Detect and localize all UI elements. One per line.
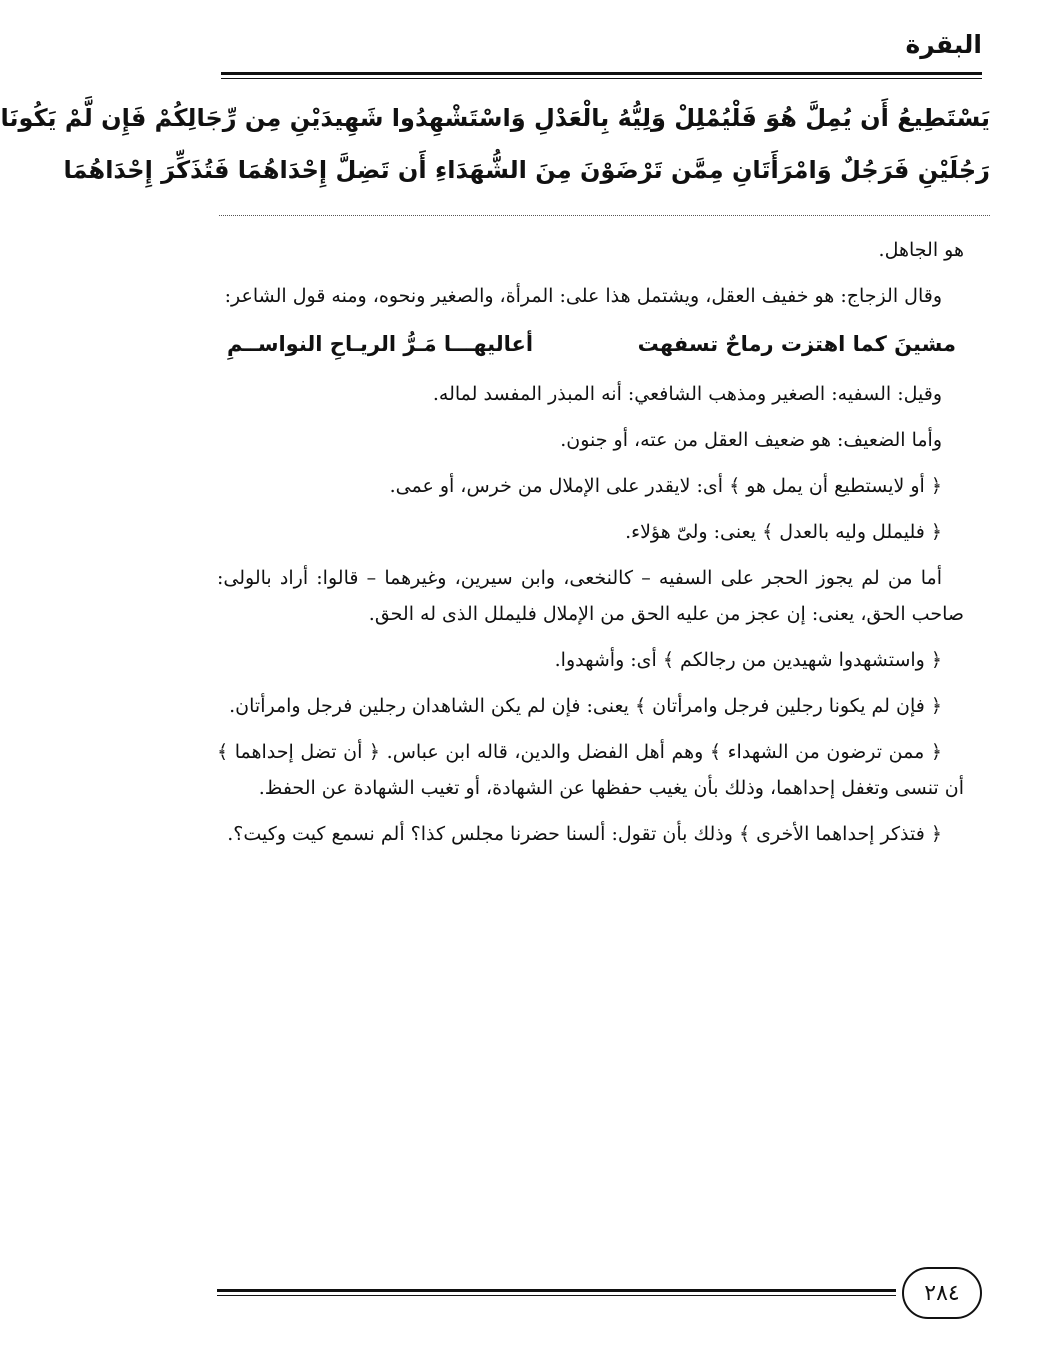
paragraph-11: ﴿ فتذكر إحداهما الأخرى ﴾ وذلك بأن تقول: ألسنا حضرنا مجلس كذا؟ ألم نسمع كيت وكيت؟. <box>227 823 942 845</box>
paragraph-3: وقيل: السفيه: الصغير ومذهب الشافعي: أنه المبذر المفسد لماله. <box>432 383 942 405</box>
commentary-text <box>217 232 964 862</box>
poem-second-hemistich: أعاليهـــا مَـرُّ الريـاحِ النواســمِ <box>227 332 534 356</box>
page-footer <box>217 1262 982 1322</box>
paragraph-9: ﴿ فإن لم يكونا رجلين فرجل وامرأتان ﴾ يعنى: فإن لم يكن الشاهدان رجلين فرجل وامرأتان. <box>229 695 942 717</box>
paragraph-1: هو الجاهل. <box>878 239 964 261</box>
quran-verse-block <box>0 92 990 196</box>
header-rule <box>221 72 982 75</box>
poem-verse <box>217 324 964 364</box>
verse-line-1: يَسْتَطِيعُ أَن يُمِلَّ هُوَ فَلْيُمْلِلْ وَلِيُّهُ بِالْعَدْلِ وَاسْتَشْهِدُوا شَهِيدَيْنِ مِن رِّجَالِكُمْ فَإِن لَّمْ يَكُونَا <box>0 104 990 132</box>
footer-rule <box>217 1289 896 1292</box>
paragraph-6: ﴿ فليملل وليه بالعدل ﴾ يعنى: ولىّ هؤلاء. <box>625 521 942 543</box>
page-number: ٢٨٤ <box>902 1267 982 1319</box>
page-title: البقرة <box>905 30 982 59</box>
paragraph-2: وقال الزجاج: هو خفيف العقل، ويشتمل هذا على: المرأة، والصغير ونحوه، ومنه قول الشاعر: <box>224 285 942 307</box>
poem-first-hemistich: مشينَ كما اهتزت رماحٌ تسفهت <box>637 332 956 356</box>
header-rule-thin <box>221 78 982 79</box>
paragraph-7: أما من لم يجوز الحجر على السفيه – كالنخعى، وابن سيرين، وغيرهما – قالوا: أراد بالولى: صاحب الحق، يعنى: إن عجز من عليه الحق من الإملال فليملل الذى له الحق. <box>217 567 964 625</box>
paragraph-4: وأما الضعيف: هو ضعيف العقل من عته، أو جنون. <box>560 429 942 451</box>
verse-line-2: رَجُلَيْنِ فَرَجُلٌ وَامْرَأَتَانِ مِمَّن تَرْضَوْنَ مِنَ الشُّهَدَاءِ أَن تَضِلَّ إِحْدَاهُمَا فَتُذَكِّرَ إِحْدَاهُمَا <box>63 156 990 184</box>
paragraph-8: ﴿ واستشهدوا شهيدين من رجالكم ﴾ أى: وأشهدوا. <box>554 649 942 671</box>
footer-rule-thin <box>217 1295 896 1296</box>
paragraph-10: ﴿ ممن ترضون من الشهداء ﴾ وهم أهل الفضل والدين، قاله ابن عباس. ﴿ أن تضل إحداهما ﴾ أن تنسى وتغفل إحداهما، وذلك بأن يغيب حفظها عن الشهادة، أو تغيب الشهادة عن الحفظ. <box>217 741 964 799</box>
verse-separator <box>219 215 990 216</box>
paragraph-5: ﴿ أو لايستطيع أن يمل هو ﴾ أى: لايقدر على الإملال من خرس، أو عمى. <box>389 475 942 497</box>
